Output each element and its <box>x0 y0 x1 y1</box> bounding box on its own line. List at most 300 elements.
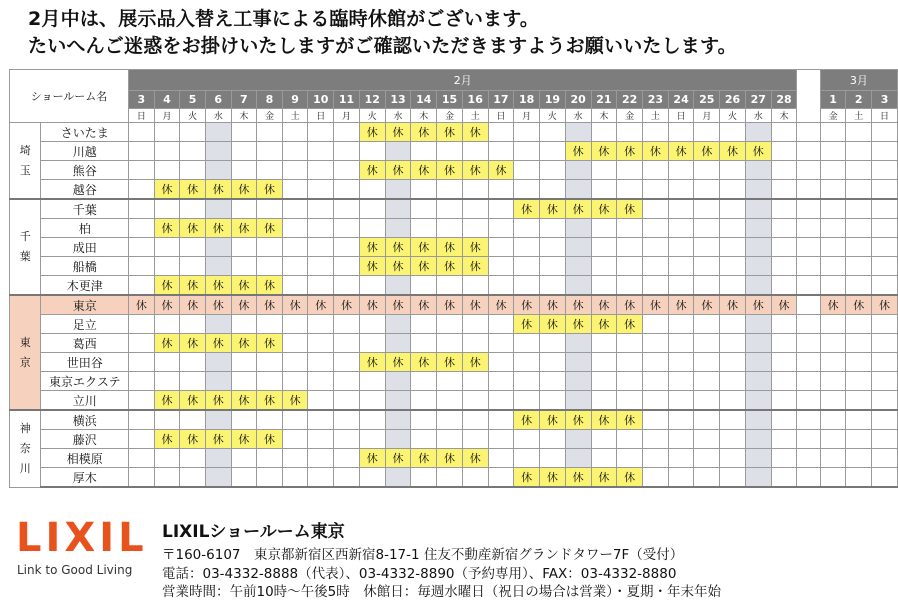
closed-cell: 休 <box>462 238 488 257</box>
schedule-cell <box>359 142 385 161</box>
day-header-feb-4: 4 <box>154 91 180 109</box>
schedule-cell <box>771 372 797 391</box>
table-row <box>10 161 898 180</box>
closed-cell: 休 <box>180 391 206 411</box>
day-header-feb-17: 17 <box>488 91 514 109</box>
closed-cell: 休 <box>231 391 257 411</box>
schedule-cell <box>668 391 694 411</box>
weekday-header-feb-18: 月 <box>514 109 540 123</box>
schedule-cell <box>257 315 283 334</box>
schedule-cell <box>720 180 746 200</box>
separator-cell <box>797 449 820 468</box>
schedule-cell <box>565 238 591 257</box>
schedule-cell <box>745 257 771 276</box>
closed-cell: 休 <box>771 295 797 315</box>
closed-cell: 休 <box>617 295 643 315</box>
schedule-cell <box>334 391 360 411</box>
schedule-cell <box>462 430 488 449</box>
schedule-cell <box>745 334 771 353</box>
schedule-cell <box>180 199 206 219</box>
schedule-cell <box>411 199 437 219</box>
table-row <box>10 199 898 219</box>
schedule-cell <box>257 161 283 180</box>
schedule-cell <box>411 372 437 391</box>
schedule-cell <box>591 161 617 180</box>
day-header-feb-9: 9 <box>282 91 308 109</box>
day-header-mar-2: 2 <box>846 91 872 109</box>
schedule-cell <box>257 199 283 219</box>
schedule-cell <box>540 449 566 468</box>
schedule-cell <box>462 219 488 238</box>
schedule-cell <box>180 238 206 257</box>
store-name: 藤沢 <box>41 430 129 449</box>
closed-cell: 休 <box>540 410 566 430</box>
closed-cell: 休 <box>205 180 231 200</box>
schedule-cell <box>231 238 257 257</box>
schedule-cell <box>591 219 617 238</box>
closed-cell: 休 <box>694 295 720 315</box>
schedule-cell <box>540 238 566 257</box>
closed-cell: 休 <box>359 161 385 180</box>
store-name: 世田谷 <box>41 353 129 372</box>
day-header-feb-11: 11 <box>334 91 360 109</box>
closed-cell: 休 <box>257 334 283 353</box>
schedule-cell <box>642 161 668 180</box>
day-header-feb-5: 5 <box>180 91 206 109</box>
day-header-feb-26: 26 <box>720 91 746 109</box>
schedule-cell <box>308 449 334 468</box>
schedule-cell <box>540 430 566 449</box>
closed-cell: 休 <box>257 391 283 411</box>
schedule-cell <box>154 468 180 488</box>
schedule-cell <box>846 449 872 468</box>
closed-cell: 休 <box>820 295 846 315</box>
schedule-cell <box>514 238 540 257</box>
schedule-cell <box>385 315 411 334</box>
weekday-header-mar-1: 金 <box>820 109 846 123</box>
schedule-cell <box>771 199 797 219</box>
schedule-cell <box>334 430 360 449</box>
day-header-feb-27: 27 <box>745 91 771 109</box>
schedule-cell <box>565 276 591 296</box>
table-row <box>10 142 898 161</box>
schedule-cell <box>488 315 514 334</box>
weekday-header-feb-14: 木 <box>411 109 437 123</box>
schedule-cell <box>334 180 360 200</box>
schedule-cell <box>282 468 308 488</box>
schedule-cell <box>591 334 617 353</box>
schedule-cell <box>385 372 411 391</box>
schedule-cell <box>180 257 206 276</box>
closed-cell: 休 <box>540 468 566 488</box>
schedule-cell <box>205 238 231 257</box>
table-row <box>10 391 898 411</box>
schedule-cell <box>617 449 643 468</box>
weekday-header-feb-12: 火 <box>359 109 385 123</box>
schedule-cell <box>668 430 694 449</box>
schedule-cell <box>617 334 643 353</box>
schedule-cell <box>668 353 694 372</box>
schedule-cell <box>591 180 617 200</box>
schedule-cell <box>180 353 206 372</box>
closed-cell: 休 <box>462 257 488 276</box>
schedule-cell <box>282 372 308 391</box>
schedule-cell <box>668 468 694 488</box>
schedule-cell <box>488 391 514 411</box>
closed-cell: 休 <box>411 161 437 180</box>
schedule-cell <box>514 142 540 161</box>
schedule-cell <box>334 161 360 180</box>
schedule-cell <box>565 334 591 353</box>
schedule-cell <box>820 410 846 430</box>
schedule-cell <box>282 315 308 334</box>
day-header-feb-20: 20 <box>565 91 591 109</box>
schedule-cell <box>334 334 360 353</box>
store-name: 千葉 <box>41 199 129 219</box>
schedule-cell <box>745 430 771 449</box>
schedule-cell <box>745 180 771 200</box>
schedule-cell <box>334 238 360 257</box>
schedule-cell <box>129 410 155 430</box>
closed-cell: 休 <box>437 123 463 142</box>
schedule-cell <box>591 238 617 257</box>
schedule-cell <box>488 430 514 449</box>
schedule-cell <box>565 123 591 142</box>
schedule-cell <box>591 123 617 142</box>
schedule-cell <box>514 372 540 391</box>
day-header-feb-6: 6 <box>205 91 231 109</box>
schedule-cell <box>846 353 872 372</box>
schedule-cell <box>745 276 771 296</box>
closed-cell: 休 <box>257 180 283 200</box>
schedule-cell <box>720 315 746 334</box>
phone-text: 電話：03-4332-8888（代表）、03-4332-8890（予約専用）、FAX：03-4332-8880 <box>162 566 677 582</box>
weekday-header-feb-15: 金 <box>437 109 463 123</box>
schedule-cell <box>462 276 488 296</box>
schedule-cell <box>820 180 846 200</box>
schedule-cell <box>129 180 155 200</box>
schedule-cell <box>385 334 411 353</box>
schedule-cell <box>308 142 334 161</box>
schedule-cell <box>308 410 334 430</box>
schedule-cell <box>437 199 463 219</box>
weekday-header-feb-5: 火 <box>180 109 206 123</box>
schedule-cell <box>308 199 334 219</box>
schedule-cell <box>540 391 566 411</box>
day-header-feb-13: 13 <box>385 91 411 109</box>
schedule-cell <box>437 276 463 296</box>
weekday-header-feb-22: 金 <box>617 109 643 123</box>
closed-cell: 休 <box>540 199 566 219</box>
schedule-cell <box>745 391 771 411</box>
schedule-cell <box>359 199 385 219</box>
schedule-cell <box>437 430 463 449</box>
schedule-cell <box>129 199 155 219</box>
schedule-cell <box>872 391 898 411</box>
schedule-cell <box>540 334 566 353</box>
schedule-cell <box>205 410 231 430</box>
weekday-header-feb-10: 日 <box>308 109 334 123</box>
weekday-header-feb-9: 土 <box>282 109 308 123</box>
closed-cell: 休 <box>231 219 257 238</box>
schedule-cell <box>591 257 617 276</box>
separator-cell <box>797 391 820 411</box>
schedule-cell <box>694 449 720 468</box>
schedule-cell <box>488 219 514 238</box>
closed-cell: 休 <box>385 161 411 180</box>
closed-cell: 休 <box>180 276 206 296</box>
schedule-cell <box>129 161 155 180</box>
schedule-cell <box>308 219 334 238</box>
schedule-cell <box>411 276 437 296</box>
schedule-cell <box>617 219 643 238</box>
schedule-cell <box>642 238 668 257</box>
schedule-cell <box>668 410 694 430</box>
separator-cell <box>797 257 820 276</box>
schedule-cell <box>514 334 540 353</box>
schedule-cell <box>154 315 180 334</box>
table-row <box>10 334 898 353</box>
schedule-cell <box>359 391 385 411</box>
closed-cell: 休 <box>385 353 411 372</box>
schedule-cell <box>820 199 846 219</box>
schedule-cell <box>462 315 488 334</box>
schedule-cell <box>359 180 385 200</box>
closed-cell: 休 <box>154 276 180 296</box>
day-header-feb-23: 23 <box>642 91 668 109</box>
schedule-cell <box>642 334 668 353</box>
schedule-cell <box>540 219 566 238</box>
store-name: 東京 <box>41 295 129 315</box>
schedule-cell <box>745 123 771 142</box>
closed-cell: 休 <box>154 295 180 315</box>
schedule-cell <box>154 161 180 180</box>
schedule-cell <box>462 334 488 353</box>
schedule-cell <box>282 353 308 372</box>
schedule-cell <box>411 391 437 411</box>
schedule-cell <box>694 161 720 180</box>
schedule-cell <box>720 219 746 238</box>
schedule-cell <box>617 161 643 180</box>
store-name: 葛西 <box>41 334 129 353</box>
separator-cell <box>797 276 820 296</box>
closed-cell: 休 <box>565 315 591 334</box>
closed-cell: 休 <box>462 123 488 142</box>
weekday-header-mar-3: 日 <box>872 109 898 123</box>
schedule-cell <box>154 238 180 257</box>
schedule-cell <box>771 257 797 276</box>
schedule-cell <box>642 468 668 488</box>
day-header-feb-28: 28 <box>771 91 797 109</box>
schedule-cell <box>205 372 231 391</box>
schedule-cell <box>565 449 591 468</box>
schedule-cell <box>668 199 694 219</box>
table-row <box>10 180 898 200</box>
schedule-cell <box>820 123 846 142</box>
closed-cell: 休 <box>231 295 257 315</box>
schedule-cell <box>282 334 308 353</box>
store-name: 足立 <box>41 315 129 334</box>
schedule-cell <box>282 449 308 468</box>
schedule-cell <box>565 372 591 391</box>
schedule-cell <box>205 142 231 161</box>
schedule-cell <box>745 410 771 430</box>
schedule-cell <box>308 123 334 142</box>
weekday-header-feb-25: 月 <box>694 109 720 123</box>
store-name: 横浜 <box>41 410 129 430</box>
schedule-cell <box>334 315 360 334</box>
closed-cell: 休 <box>308 295 334 315</box>
closed-cell: 休 <box>642 142 668 161</box>
schedule-cell <box>872 199 898 219</box>
schedule-cell <box>282 219 308 238</box>
schedule-cell <box>872 334 898 353</box>
schedule-cell <box>846 315 872 334</box>
schedule-cell <box>820 334 846 353</box>
day-header-feb-12: 12 <box>359 91 385 109</box>
schedule-cell <box>359 410 385 430</box>
closed-cell: 休 <box>359 238 385 257</box>
schedule-cell <box>668 449 694 468</box>
closed-cell: 休 <box>205 430 231 449</box>
schedule-cell <box>437 410 463 430</box>
weekday-header-feb-20: 水 <box>565 109 591 123</box>
schedule-cell <box>745 353 771 372</box>
notice-line-2: たいへんご迷惑をお掛けいたしますがご確認いただきますようお願いいたします。 <box>28 35 737 57</box>
schedule-cell <box>694 276 720 296</box>
schedule-cell <box>231 199 257 219</box>
schedule-cell <box>308 468 334 488</box>
schedule-cell <box>591 449 617 468</box>
schedule-cell <box>642 257 668 276</box>
schedule-cell <box>694 391 720 411</box>
closed-cell: 休 <box>668 142 694 161</box>
schedule-cell <box>668 123 694 142</box>
closed-cell: 休 <box>540 295 566 315</box>
schedule-cell <box>872 180 898 200</box>
closed-cell: 休 <box>745 295 771 315</box>
schedule-cell <box>462 372 488 391</box>
schedule-cell <box>308 353 334 372</box>
schedule-cell <box>154 353 180 372</box>
schedule-cell <box>231 161 257 180</box>
weekday-header-feb-3: 日 <box>129 109 155 123</box>
schedule-cell <box>846 238 872 257</box>
schedule-cell <box>205 123 231 142</box>
schedule-cell <box>385 219 411 238</box>
schedule-cell <box>668 372 694 391</box>
weekday-header-feb-28: 木 <box>771 109 797 123</box>
closed-cell: 休 <box>437 449 463 468</box>
schedule-cell <box>129 315 155 334</box>
schedule-cell <box>694 199 720 219</box>
schedule-cell <box>642 430 668 449</box>
closed-cell: 休 <box>617 315 643 334</box>
schedule-cell <box>720 276 746 296</box>
closed-cell: 休 <box>154 334 180 353</box>
day-header-feb-18: 18 <box>514 91 540 109</box>
table-row <box>10 219 898 238</box>
schedule-cell <box>334 219 360 238</box>
schedule-cell <box>282 410 308 430</box>
closed-cell: 休 <box>411 295 437 315</box>
schedule-cell <box>282 430 308 449</box>
schedule-cell <box>872 315 898 334</box>
closed-cell: 休 <box>565 410 591 430</box>
weekday-header-feb-8: 金 <box>257 109 283 123</box>
store-name: 相模原 <box>41 449 129 468</box>
schedule-cell <box>694 430 720 449</box>
table-row <box>10 449 898 468</box>
closed-cell: 休 <box>514 315 540 334</box>
closed-cell: 休 <box>257 430 283 449</box>
store-name: 船橋 <box>41 257 129 276</box>
closed-cell: 休 <box>154 391 180 411</box>
schedule-cell <box>514 391 540 411</box>
schedule-cell <box>334 449 360 468</box>
schedule-cell <box>488 372 514 391</box>
closed-cell: 休 <box>462 295 488 315</box>
schedule-cell <box>872 123 898 142</box>
closed-cell: 休 <box>154 430 180 449</box>
schedule-cell <box>846 142 872 161</box>
region-label: 東 京 <box>10 295 41 410</box>
schedule-cell <box>642 180 668 200</box>
schedule-cell <box>820 391 846 411</box>
schedule-cell <box>282 161 308 180</box>
schedule-cell <box>668 238 694 257</box>
day-header-feb-15: 15 <box>437 91 463 109</box>
schedule-cell <box>617 123 643 142</box>
weekday-header-feb-6: 水 <box>205 109 231 123</box>
schedule-cell <box>308 334 334 353</box>
closed-cell: 休 <box>257 219 283 238</box>
schedule-cell <box>129 334 155 353</box>
schedule-cell <box>359 315 385 334</box>
closed-cell: 休 <box>617 410 643 430</box>
schedule-cell <box>282 142 308 161</box>
schedule-cell <box>308 276 334 296</box>
weekday-header-feb-16: 土 <box>462 109 488 123</box>
closed-cell: 休 <box>359 257 385 276</box>
schedule-cell <box>872 161 898 180</box>
schedule-cell <box>205 161 231 180</box>
schedule-cell <box>205 315 231 334</box>
schedule-cell <box>514 353 540 372</box>
schedule-cell <box>437 219 463 238</box>
schedule-cell <box>231 410 257 430</box>
schedule-cell <box>820 372 846 391</box>
schedule-cell <box>514 257 540 276</box>
schedule-cell <box>129 468 155 488</box>
schedule-cell <box>257 257 283 276</box>
schedule-cell <box>488 257 514 276</box>
schedule-cell <box>180 142 206 161</box>
schedule-cell <box>846 123 872 142</box>
separator-cell <box>797 353 820 372</box>
closed-cell: 休 <box>540 315 566 334</box>
schedule-cell <box>488 238 514 257</box>
closed-cell: 休 <box>591 199 617 219</box>
day-header-feb-16: 16 <box>462 91 488 109</box>
schedule-cell <box>257 238 283 257</box>
schedule-cell <box>617 276 643 296</box>
weekday-header-feb-13: 水 <box>385 109 411 123</box>
schedule-cell <box>617 430 643 449</box>
table-row <box>10 430 898 449</box>
schedule-cell <box>129 142 155 161</box>
schedule-cell <box>540 372 566 391</box>
